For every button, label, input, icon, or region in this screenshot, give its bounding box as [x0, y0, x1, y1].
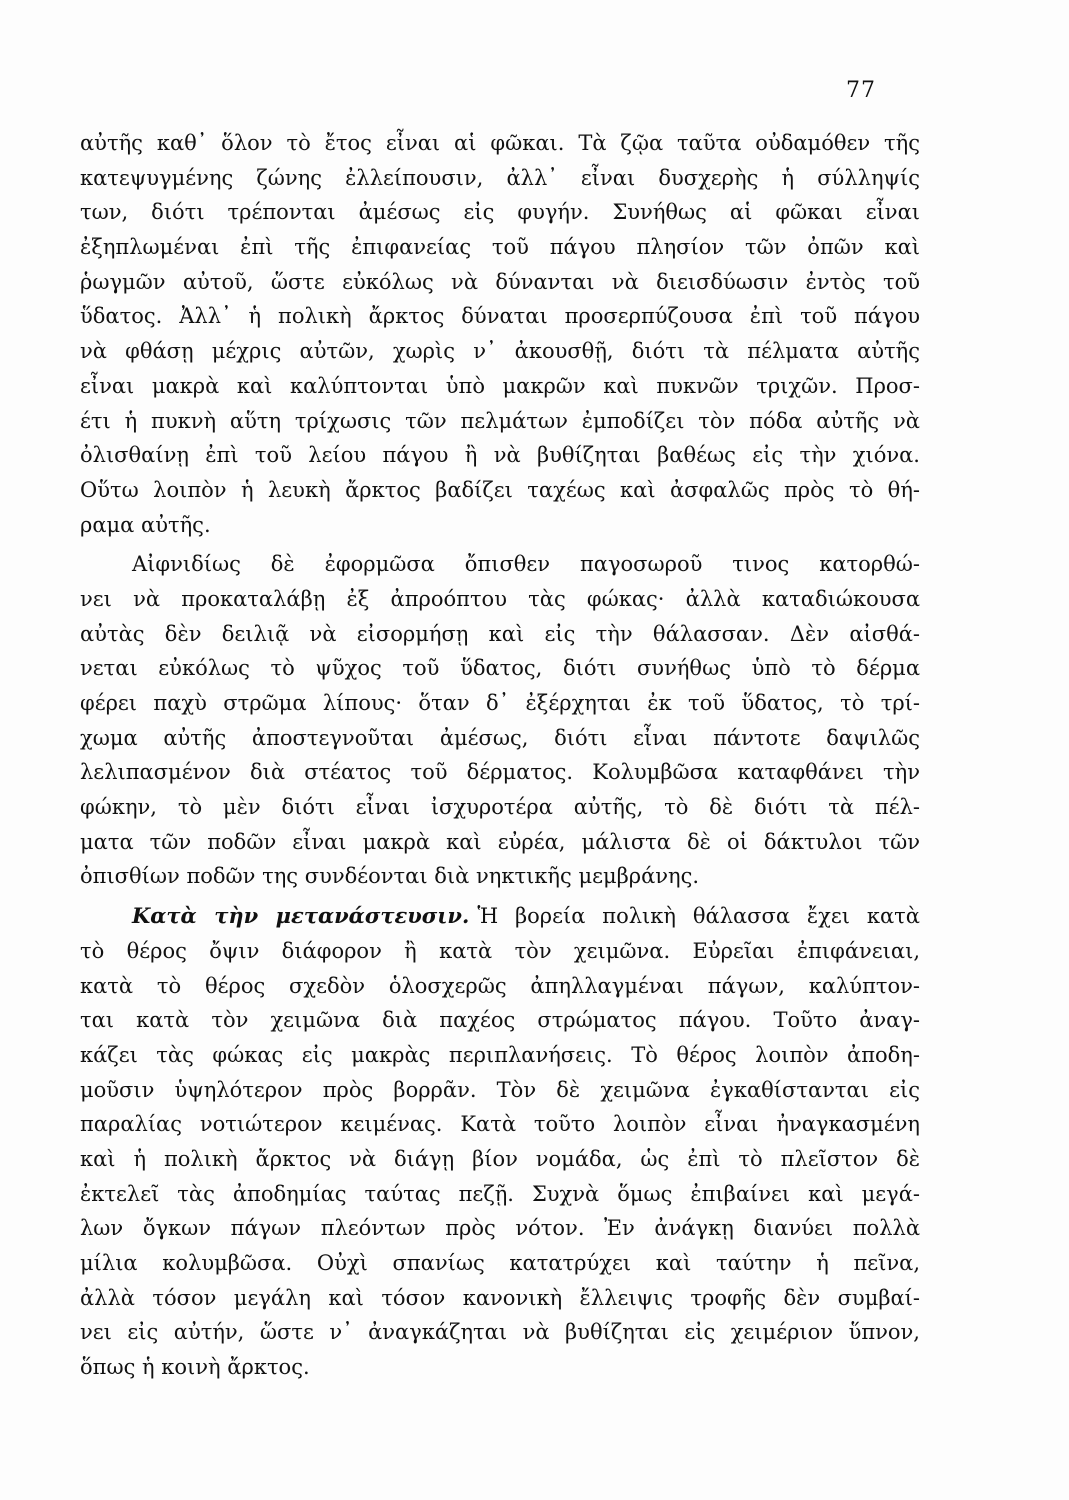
text-line: αὐτὰς δὲν δειλιᾷ νὰ εἰσορμήσῃ καὶ εἰς τὴν θάλασσαν. Δὲν αἰσθά- [80, 621, 920, 646]
paragraph-migration [80, 899, 920, 1385]
text-line: ῥωγμῶν αὐτοῦ, ὥστε εὐκόλως νὰ δύνανται νὰ διεισδύωσιν ἐντὸς τοῦ [80, 269, 920, 294]
text-line: χωμα αὐτῆς ἀποστεγνοῦται ἀμέσως, διότι εἶναι πάντοτε δαψιλῶς [80, 725, 920, 750]
text-line: εἶναι μακρὰ καὶ καλύπτονται ὑπὸ μακρῶν καὶ πυκνῶν τριχῶν. Προσ- [80, 373, 920, 398]
text-line: κατὰ τὸ θέρος σχεδὸν ὁλοσχερῶς ἀπηλλαγμέναι πάγων, καλύπτον- [80, 973, 920, 998]
text-line: παραλίας νοτιώτερον κειμένας. Κατὰ τοῦτο λοιπὸν εἶναι ἠναγκασμένη [80, 1112, 920, 1137]
heading-line-text: Ἡ βορεία πολικὴ θάλασσα ἔχει κατὰ [477, 904, 920, 929]
text-line: Οὕτω λοιπὸν ἡ λευκὴ ἄρκτος βαδίζει ταχέως καὶ ἀσφαλῶς πρὸς τὸ θή- [80, 477, 920, 502]
text-line: ὅπως ἡ κοινὴ ἄρκτος. [80, 1355, 310, 1380]
text-line: Αἰφνιδίως δὲ ἐφορμῶσα ὄπισθεν παγοσωροῦ τινος κατορθώ- [132, 552, 920, 577]
text-line: μοῦσιν ὑψηλότερον πρὸς βορρᾶν. Τὸν δὲ χειμῶνα ἐγκαθίστανται εἰς [80, 1077, 920, 1102]
page-number: 77 [846, 78, 876, 103]
text-line: νὰ φθάσῃ μέχρις αὐτῶν, χωρὶς ν᾽ ἀκουσθῇ, διότι τὰ πέλματα αὐτῆς [80, 339, 920, 364]
text-line: αὐτῆς καθ᾽ ὅλον τὸ ἔτος εἶναι αἱ φῶκαι. Τὰ ζῷα ταῦτα οὐδαμόθεν τῆς [80, 131, 920, 155]
text-line: νει εἰς αὐτήν, ὥστε ν᾽ ἀναγκάζηται νὰ βυθίζηται εἰς χειμέριον ὕπνον, [80, 1320, 920, 1345]
paragraph-polar-bear-seals [80, 126, 920, 542]
text-line: νει νὰ προκαταλάβῃ ἐξ ἀπροόπτου τὰς φώκας· ἀλλὰ καταδιώκουσα [80, 586, 920, 611]
text-line: ἐκτελεῖ τὰς ἀποδημίας ταύτας πεζῇ. Συχνὰ ὅμως ἐπιβαίνει καὶ μεγά- [80, 1181, 920, 1206]
text-line: λελιπασμένον διὰ στέατος τοῦ δέρματος. Κολυμβῶσα καταφθάνει τὴν [80, 760, 920, 785]
text-line: ὀλισθαίνῃ ἐπὶ τοῦ λείου πάγου ἢ νὰ βυθίζηται βαθέως εἰς τὴν χιόνα. [80, 443, 920, 468]
text-line: κάζει τὰς φώκας εἰς μακρὰς περιπλανήσεις. Τὸ θέρος λοιπὸν ἀποδη- [80, 1042, 920, 1067]
text-line: έτι ἡ πυκνὴ αὕτη τρίχωσις τῶν πελμάτων ἐμποδίζει τὸν πόδα αὐτῆς νὰ [80, 408, 920, 433]
section-heading: Κατὰ τὴν μετανάστευσιν. [132, 903, 470, 929]
text-line: καὶ ἡ πολικὴ ἄρκτος νὰ διάγῃ βίον νομάδα, ὡς ἐπὶ τὸ πλεῖστον δὲ [80, 1146, 920, 1171]
body-text [80, 126, 920, 1385]
text-line: λων ὄγκων πάγων πλεόντων πρὸς νότον. Ἐν ἀνάγκῃ διανύει πολλὰ [80, 1216, 920, 1241]
text-line: ται κατὰ τὸν χειμῶνα διὰ παχέος στρώματος πάγου. Τοῦτο ἀναγ- [80, 1008, 920, 1033]
text-line: των, διότι τρέπονται ἀμέσως εἰς φυγήν. Συνήθως αἱ φῶκαι εἶναι [80, 200, 920, 225]
text-line: φέρει παχὺ στρῶμα λίπους· ὅταν δ᾽ ἐξέρχηται ἐκ τοῦ ὕδατος, τὸ τρί- [80, 691, 920, 715]
text-line: ἐξηπλωμέναι ἐπὶ τῆς ἐπιφανείας τοῦ πάγου πλησίον τῶν ὀπῶν καὶ [80, 235, 920, 260]
text-line: ματα τῶν ποδῶν εἶναι μακρὰ καὶ εὐρέα, μάλιστα δὲ οἱ δάκτυλοι τῶν [80, 829, 920, 854]
paragraph-hunting-in-water [80, 547, 920, 894]
text-line: ὕδατος. Ἀλλ᾽ ἡ πολικὴ ἄρκτος δύναται προσερπύζουσα ἐπὶ τοῦ πάγου [80, 304, 920, 329]
text-line [80, 899, 920, 934]
text-line: ὀπισθίων ποδῶν της συνδέονται διὰ νηκτικῆς μεμβράνης. [80, 864, 700, 889]
text-line: κατεψυγμένης ζώνης ἐλλείπουσιν, ἀλλ᾽ εἶναι δυσχερὴς ἡ σύλληψίς [80, 165, 920, 190]
text-line: ἀλλὰ τόσον μεγάλη καὶ τόσον κανονικὴ ἔλλειψις τροφῆς δὲν συμβαί- [80, 1285, 920, 1310]
text-line: μίλια κολυμβῶσα. Οὐχὶ σπανίως κατατρύχει καὶ ταύτην ἡ πεῖνα, [80, 1251, 920, 1275]
text-line: νεται εὐκόλως τὸ ψῦχος τοῦ ὕδατος, διότι συνήθως ὑπὸ τὸ δέρμα [80, 656, 920, 681]
text-line: ραμα αὐτῆς. [80, 512, 211, 537]
text-line: τὸ θέρος ὄψιν διάφορον ἢ κατὰ τὸν χειμῶνα. Εὐρεῖαι ἐπιφάνειαι, [80, 938, 920, 963]
text-line: φώκην, τὸ μὲν διότι εἶναι ἰσχυροτέρα αὐτῆς, τὸ δὲ διότι τὰ πέλ- [80, 795, 920, 820]
